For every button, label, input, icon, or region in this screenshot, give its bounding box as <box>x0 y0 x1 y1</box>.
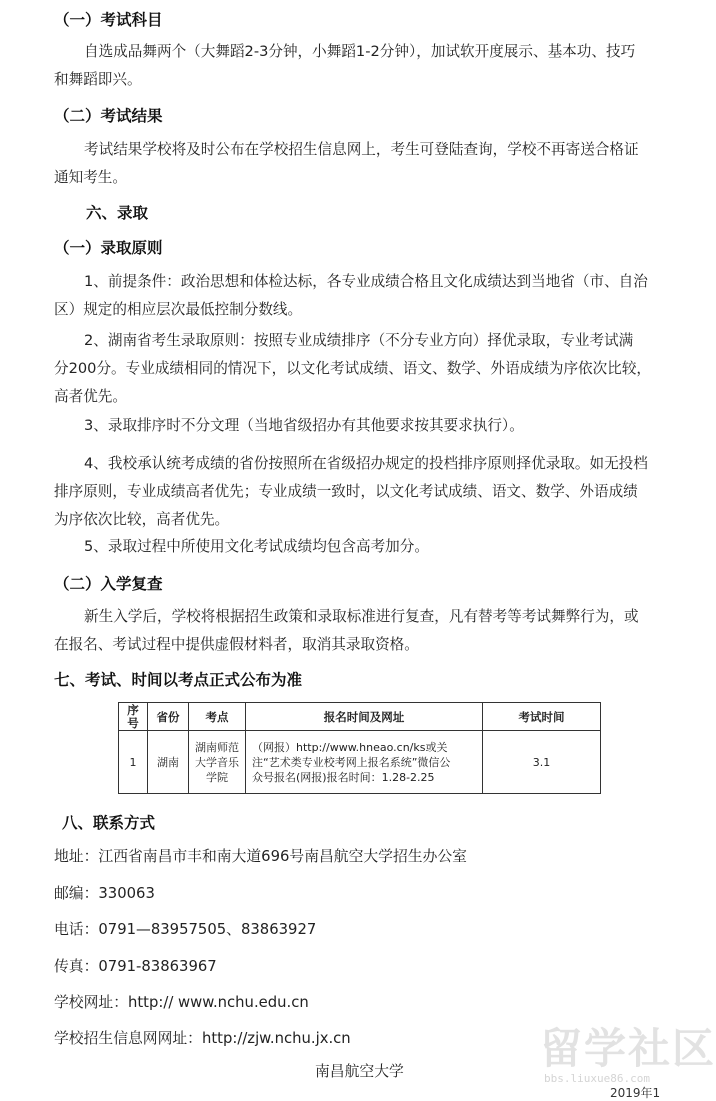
contact-phone: 电话：0791—83957505、83863927 <box>54 921 317 938</box>
watermark-url: bbs.liuxue86.com <box>544 1072 650 1085</box>
signature-university: 南昌航空大学 <box>315 1063 404 1080</box>
heading-exam-subjects: （一）考试科目 <box>54 11 163 29</box>
admission-item-3: 3、录取排序时不分文理（当地省级招办有其他要求按其要求执行）。 <box>84 417 524 434</box>
header-exam-time: 考试时间 <box>483 703 601 731</box>
heading-admission: 六、录取 <box>86 204 149 222</box>
exam-subjects-line1: 自选成品舞两个（大舞蹈2-3分钟，小舞蹈1-2分钟），加试软开度展示、基本功、技巧 <box>84 43 636 60</box>
contact-address: 地址：江西省南昌市丰和南大道696号南昌航空大学招生办公室 <box>54 848 467 865</box>
header-province: 省份 <box>148 703 189 731</box>
contact-fax: 传真：0791-83863967 <box>54 958 217 975</box>
table-row <box>119 731 601 794</box>
admission-item-4: 4、我校承认统考成绩的省份按照所在省级招办规定的投档排序原则择优录取。如无投档 排序原则，专业成绩高者优先；专业成绩一致时，以文化考试成绩、语文、数学、外语成绩 为序依次比较，高者优先。 <box>54 455 648 528</box>
header-site: 考点 <box>189 703 246 731</box>
heading-exam-time: 七、考试、时间以考点正式公布为准 <box>54 671 303 689</box>
contact-info-website: 学校招生信息网网址：http://zjw.nchu.jx.cn <box>54 1030 351 1047</box>
heading-exam-results: （二）考试结果 <box>54 107 163 125</box>
contact-postcode: 邮编：330063 <box>54 885 155 902</box>
header-no: 序 号 <box>119 703 148 731</box>
cell-province: 湖南 <box>148 731 189 794</box>
admission-item-1: 1、前提条件：政治思想和体检达标，各专业成绩合格且文化成绩达到当地省（市、自治 区）规定的相应层次最低控制分数线。 <box>54 273 648 318</box>
table-header-row <box>119 703 601 731</box>
paragraph-exam-subjects <box>54 38 684 94</box>
admission-item-5: 5、录取过程中所使用文化考试成绩均包含高考加分。 <box>84 538 429 555</box>
cell-site: 湖南师范 大学音乐 学院 <box>189 731 246 794</box>
heading-contact: 八、联系方式 <box>62 814 156 832</box>
cell-registration: （网报）http://www.hneao.cn/ks或关 注“艺术类专业校考网上报名系统”微信公 众号报名(网报)报名时间：1.28-2.25 <box>246 731 483 794</box>
contact-website: 学校网址：http:// www.nchu.edu.cn <box>54 994 309 1011</box>
exam-results-line2: 通知考生。 <box>54 169 127 186</box>
exam-subjects-line2: 和舞蹈即兴。 <box>54 71 142 88</box>
exam-results-line1: 考试结果学校将及时公布在学校招生信息网上，考生可登陆查询，学校不再寄送合格证 <box>84 141 639 158</box>
paragraph-recheck: 新生入学后，学校将根据招生政策和录取标准进行复查，凡有替考等考试舞弊行为，或 在报名、考试过程中提供虚假材料者，取消其录取资格。 <box>54 608 639 653</box>
cell-exam-time: 3.1 <box>483 731 601 794</box>
watermark <box>540 1016 716 1086</box>
paragraph-exam-results <box>54 136 684 192</box>
heading-admission-principles: （一）录取原则 <box>54 239 163 257</box>
exam-schedule-table <box>118 702 601 794</box>
watermark-logo-text: 留学社区 <box>540 1024 716 1073</box>
header-registration: 报名时间及网址 <box>246 703 483 731</box>
admission-item-2: 2、湖南省考生录取原则：按照专业成绩排序（不分专业方向）择优录取，专业考试满 分200分。专业成绩相同的情况下，以文化考试成绩、语文、数学、外语成绩为序依次比较， 高者优先。 <box>54 332 652 405</box>
heading-recheck: （二）入学复查 <box>54 575 163 593</box>
date-cutoff: 2019年1 <box>610 1086 661 1100</box>
cell-no: 1 <box>119 731 148 794</box>
